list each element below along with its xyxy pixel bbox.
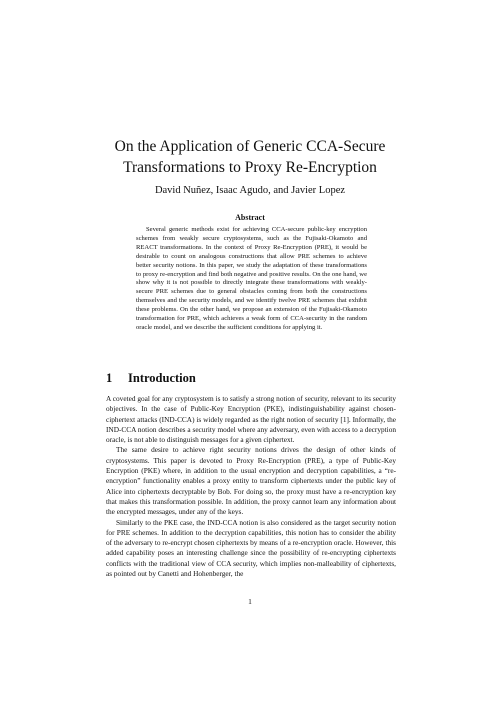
paragraph: Similarly to the PKE case, the IND-CCA notion is also considered as the target security notion for PRE schemes. In addition to the decryption capabilities, this notion has to consider the ability of the adversary to re-encrypt chosen ciphertexts by means of a re-encryption oracle. However, this added capability poses an interesting challenge since the possibility of re-encrypting ciphertexts conflicts with the traditional view of CCA security, which implies non-malleability of ciphertexts, as pointed out by Canetti and Hohenberger, the xyxy=(106,517,396,579)
paper-title xyxy=(60,136,440,178)
section-heading xyxy=(106,371,196,386)
paragraph: The same desire to achieve right security notions drives the design of other kinds of cryptosystems. This paper is devoted to Proxy Re-Encryption (PRE), a type of Public-Key Encryption (PKE) where, in addition to the usual encryption and decryption capabilities, a “re-encryption” functionality enables a proxy entity to transform ciphertexts under the public key of Alice into ciphertexts decryptable by Bob. For doing so, the proxy must have a re-encryption key that makes this transformation possible. In addition, the proxy cannot learn any information about the encrypted messages, under any of the keys. xyxy=(106,445,396,517)
title-line-1: On the Application of Generic CCA-Secure xyxy=(114,138,386,155)
page-number: 1 xyxy=(248,597,252,606)
abstract-heading: Abstract xyxy=(235,213,265,222)
section-title: Introduction xyxy=(128,371,196,385)
authors: David Nuñez, Isaac Agudo, and Javier Lopez xyxy=(154,185,346,196)
section-number: 1 xyxy=(106,371,113,385)
abstract-text: Several generic methods exist for achieving CCA-secure public-key encryption schemes from weakly secure cryptosystems, such as the Fujisaki-Okamoto and REACT transformations. In the context of Proxy Re-Encryption (PRE), it would be desirable to count on analogous constructions that allow PRE schemes to achieve better security notions. In this paper, we study the adaptation of these transformations to proxy re-encryption and find both negative and positive results. On the one hand, we show why it is not possible to directly integrate these transformations with weakly-secure PRE schemes due to general obstacles coming from both the constructions themselves and the security models, and we identify twelve PRE schemes that exhibit these problems. On the other hand, we propose an extension of the Fujisaki-Okamoto transformation for PRE, which achieves a weak form of CCA-security in the random oracle model, and we describe the sufficient conditions for applying it. xyxy=(136,226,367,331)
body-text xyxy=(106,394,396,579)
paragraph: A coveted goal for any cryptosystem is to satisfy a strong notion of security, relevant to its security objectives. In the case of Public-Key Encryption (PKE), indistinguishability against chosen-ciphertext attacks (IND-CCA) is widely regarded as the right notion of security [1]. Informally, the IND-CCA notion describes a security model where any adversary, even with access to a decryption oracle, is not able to distinguish messages for a given ciphertext. xyxy=(106,394,396,445)
title-line-2: Transformations to Proxy Re-Encryption xyxy=(123,159,377,176)
